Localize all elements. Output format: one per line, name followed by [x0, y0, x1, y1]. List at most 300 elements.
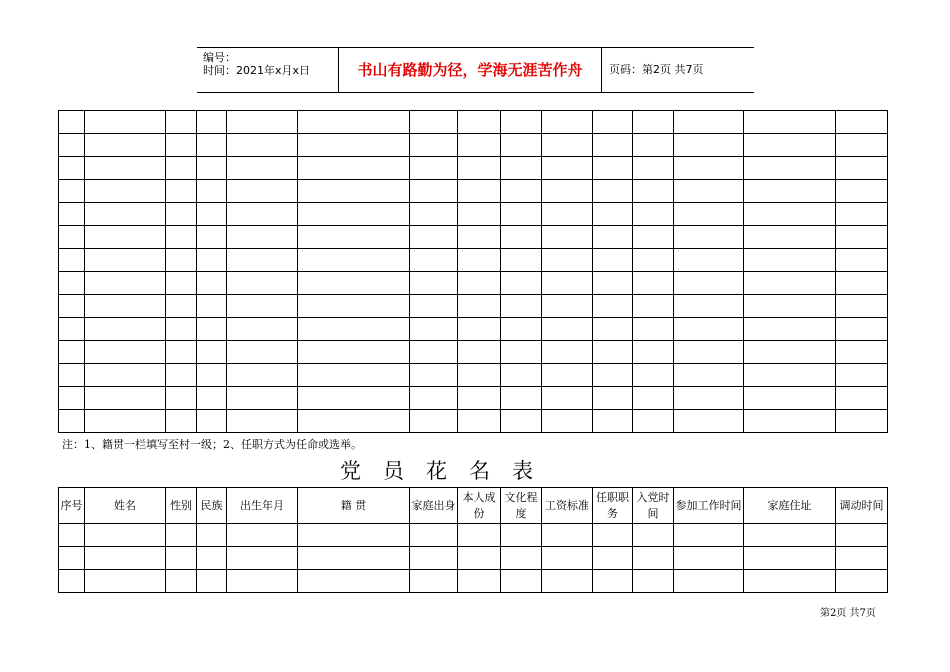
table-cell[interactable] [410, 295, 458, 318]
table-cell[interactable] [501, 180, 542, 203]
table-cell[interactable] [197, 341, 227, 364]
table-cell[interactable] [593, 203, 633, 226]
table-cell[interactable] [166, 272, 197, 295]
table-row [59, 272, 888, 295]
page-footer: 第2页 共7页 [820, 608, 876, 619]
table-cell[interactable] [410, 410, 458, 433]
table-cell[interactable] [227, 180, 298, 203]
table-cell[interactable] [85, 524, 166, 547]
table-cell[interactable] [197, 226, 227, 249]
table-cell[interactable] [593, 524, 633, 547]
table-cell[interactable] [633, 272, 674, 295]
table-cell[interactable] [744, 226, 836, 249]
table-cell[interactable] [458, 134, 501, 157]
table-cell[interactable] [542, 524, 593, 547]
continuation-table [58, 110, 888, 433]
table-cell[interactable] [674, 364, 744, 387]
table-cell[interactable] [542, 134, 593, 157]
table-cell[interactable] [674, 570, 744, 593]
table-cell[interactable] [501, 134, 542, 157]
roster-table [58, 487, 888, 593]
table-cell[interactable] [836, 318, 888, 341]
table-cell[interactable] [227, 134, 298, 157]
page-code: 页码：第2页 共7页 [609, 63, 704, 76]
table-cell[interactable] [633, 134, 674, 157]
table-cell[interactable] [298, 134, 410, 157]
table-cell[interactable] [298, 547, 410, 570]
table-cell[interactable] [674, 134, 744, 157]
table-row [59, 387, 888, 410]
table-cell[interactable] [298, 272, 410, 295]
table-cell[interactable] [633, 387, 674, 410]
table-cell[interactable] [593, 111, 633, 134]
table-cell[interactable] [298, 524, 410, 547]
table-row [59, 547, 888, 570]
table-cell[interactable] [59, 180, 85, 203]
table-cell[interactable] [836, 341, 888, 364]
table-cell[interactable] [298, 364, 410, 387]
table-row [59, 318, 888, 341]
table-cell[interactable] [59, 157, 85, 180]
table-row [59, 295, 888, 318]
table-row [59, 111, 888, 134]
table-cell[interactable] [59, 203, 85, 226]
table-cell[interactable] [298, 318, 410, 341]
table-cell[interactable] [744, 547, 836, 570]
table-cell[interactable] [674, 295, 744, 318]
table-cell[interactable] [501, 364, 542, 387]
table-cell[interactable] [410, 157, 458, 180]
table-cell[interactable] [836, 203, 888, 226]
col-header: 民族 [197, 488, 227, 524]
table-cell[interactable] [836, 272, 888, 295]
table-cell[interactable] [85, 226, 166, 249]
table-cell[interactable] [674, 547, 744, 570]
table-cell[interactable] [298, 387, 410, 410]
table-note: 注：1、籍贯一栏填写至村一级；2、任职方式为任命或选举。 [62, 438, 362, 451]
table-cell[interactable] [593, 295, 633, 318]
table-cell[interactable] [410, 387, 458, 410]
table-cell[interactable] [744, 295, 836, 318]
table-cell[interactable] [458, 410, 501, 433]
table-cell[interactable] [744, 111, 836, 134]
time-label: 时间：2021年x月x日 [203, 64, 311, 77]
table-cell[interactable] [633, 226, 674, 249]
table-cell[interactable] [298, 410, 410, 433]
table-cell[interactable] [542, 180, 593, 203]
table-cell[interactable] [227, 387, 298, 410]
table-cell[interactable] [197, 111, 227, 134]
table-cell[interactable] [836, 524, 888, 547]
table-cell[interactable] [227, 249, 298, 272]
table-cell[interactable] [166, 226, 197, 249]
table-cell[interactable] [59, 111, 85, 134]
table-cell[interactable] [458, 111, 501, 134]
table-cell[interactable] [458, 203, 501, 226]
table-cell[interactable] [227, 295, 298, 318]
table-cell[interactable] [227, 364, 298, 387]
table-cell[interactable] [836, 570, 888, 593]
table-cell[interactable] [501, 341, 542, 364]
table-cell[interactable] [59, 341, 85, 364]
table-cell[interactable] [458, 226, 501, 249]
table-cell[interactable] [501, 410, 542, 433]
header-meta [197, 48, 337, 92]
table-cell[interactable] [542, 341, 593, 364]
table-cell[interactable] [633, 318, 674, 341]
table-cell[interactable] [633, 157, 674, 180]
col-header: 出生年月 [227, 488, 298, 524]
col-header: 序号 [59, 488, 85, 524]
serial-label: 编号： [203, 51, 236, 64]
table-cell[interactable] [593, 249, 633, 272]
table-cell[interactable] [542, 157, 593, 180]
table-cell[interactable] [227, 547, 298, 570]
table-cell[interactable] [85, 249, 166, 272]
table-cell[interactable] [501, 203, 542, 226]
table-cell[interactable] [85, 410, 166, 433]
table-cell[interactable] [744, 249, 836, 272]
table-cell[interactable] [410, 524, 458, 547]
table-cell[interactable] [59, 226, 85, 249]
table-cell[interactable] [197, 203, 227, 226]
table-cell[interactable] [166, 157, 197, 180]
table-row [59, 134, 888, 157]
table-cell[interactable] [166, 341, 197, 364]
table-cell[interactable] [501, 226, 542, 249]
table-cell[interactable] [410, 134, 458, 157]
table-cell[interactable] [85, 387, 166, 410]
table-cell[interactable] [410, 203, 458, 226]
table-cell[interactable] [298, 295, 410, 318]
table-cell[interactable] [458, 157, 501, 180]
table-cell[interactable] [501, 272, 542, 295]
table-cell[interactable] [744, 203, 836, 226]
table-cell[interactable] [59, 387, 85, 410]
table-cell[interactable] [197, 387, 227, 410]
table-cell[interactable] [836, 249, 888, 272]
col-header: 工资标准 [542, 488, 593, 524]
table-cell[interactable] [410, 180, 458, 203]
table-cell[interactable] [458, 318, 501, 341]
table-cell[interactable] [59, 570, 85, 593]
table-cell[interactable] [744, 524, 836, 547]
table-cell[interactable] [85, 547, 166, 570]
table-cell[interactable] [197, 272, 227, 295]
table-cell[interactable] [166, 111, 197, 134]
table-cell[interactable] [542, 570, 593, 593]
table-cell[interactable] [501, 547, 542, 570]
header-motto: 书山有路勤为径，学海无涯苦作舟 [357, 61, 583, 79]
col-header: 参加工作时间 [674, 488, 744, 524]
table-cell[interactable] [166, 249, 197, 272]
header-divider [601, 48, 602, 92]
table-cell[interactable] [674, 226, 744, 249]
col-header: 本人成份 [458, 488, 501, 524]
table-cell[interactable] [836, 180, 888, 203]
table-cell[interactable] [593, 547, 633, 570]
table-cell[interactable] [227, 410, 298, 433]
table-cell[interactable] [197, 570, 227, 593]
table-cell[interactable] [298, 249, 410, 272]
table-cell[interactable] [633, 249, 674, 272]
table-cell[interactable] [501, 524, 542, 547]
table-cell[interactable] [85, 111, 166, 134]
table-cell[interactable] [633, 570, 674, 593]
table-cell[interactable] [59, 547, 85, 570]
table-cell[interactable] [593, 318, 633, 341]
table-cell[interactable] [166, 410, 197, 433]
table-cell[interactable] [593, 134, 633, 157]
table-cell[interactable] [674, 410, 744, 433]
table-cell[interactable] [836, 111, 888, 134]
table-cell[interactable] [227, 157, 298, 180]
table-cell[interactable] [593, 272, 633, 295]
table-cell[interactable] [593, 226, 633, 249]
table-cell[interactable] [227, 524, 298, 547]
table-cell[interactable] [836, 547, 888, 570]
table-cell[interactable] [836, 157, 888, 180]
table-cell[interactable] [166, 295, 197, 318]
table-cell[interactable] [166, 547, 197, 570]
col-header: 家庭出身 [410, 488, 458, 524]
table-cell[interactable] [744, 570, 836, 593]
col-header: 性别 [166, 488, 197, 524]
table-cell[interactable] [85, 157, 166, 180]
table-cell[interactable] [298, 226, 410, 249]
table-row [59, 203, 888, 226]
table-cell[interactable] [59, 134, 85, 157]
table-cell[interactable] [501, 111, 542, 134]
table-cell[interactable] [593, 387, 633, 410]
table-cell[interactable] [458, 180, 501, 203]
table-cell[interactable] [674, 341, 744, 364]
table-cell[interactable] [744, 341, 836, 364]
col-header: 籍 贯 [298, 488, 410, 524]
col-header: 文化程度 [501, 488, 542, 524]
table-cell[interactable] [674, 272, 744, 295]
table-cell[interactable] [593, 180, 633, 203]
table-cell[interactable] [633, 547, 674, 570]
table-header-row [59, 488, 888, 524]
table-cell[interactable] [633, 410, 674, 433]
table-cell[interactable] [593, 364, 633, 387]
table-row [59, 410, 888, 433]
table-cell[interactable] [744, 387, 836, 410]
table-cell[interactable] [501, 157, 542, 180]
table-cell[interactable] [674, 157, 744, 180]
page-header [197, 47, 754, 93]
table-cell[interactable] [501, 318, 542, 341]
table-cell[interactable] [836, 226, 888, 249]
table-cell[interactable] [836, 364, 888, 387]
col-header: 姓名 [85, 488, 166, 524]
table-cell[interactable] [197, 410, 227, 433]
table-cell[interactable] [674, 387, 744, 410]
table-cell[interactable] [197, 364, 227, 387]
table-cell[interactable] [744, 157, 836, 180]
table-cell[interactable] [410, 111, 458, 134]
table-cell[interactable] [410, 318, 458, 341]
table-row [59, 524, 888, 547]
table-cell[interactable] [59, 364, 85, 387]
table-cell[interactable] [542, 410, 593, 433]
table-cell[interactable] [166, 318, 197, 341]
table-cell[interactable] [59, 249, 85, 272]
table-cell[interactable] [85, 295, 166, 318]
table-cell[interactable] [197, 249, 227, 272]
table-cell[interactable] [166, 134, 197, 157]
table-cell[interactable] [744, 318, 836, 341]
table-cell[interactable] [542, 111, 593, 134]
table-row [59, 180, 888, 203]
table-cell[interactable] [674, 111, 744, 134]
table-cell[interactable] [197, 157, 227, 180]
table-cell[interactable] [166, 524, 197, 547]
table-cell[interactable] [542, 226, 593, 249]
table-cell[interactable] [59, 410, 85, 433]
table-row [59, 249, 888, 272]
table-cell[interactable] [197, 547, 227, 570]
table-cell[interactable] [633, 203, 674, 226]
table-cell[interactable] [410, 249, 458, 272]
table-cell[interactable] [85, 272, 166, 295]
table-cell[interactable] [674, 318, 744, 341]
table-cell[interactable] [674, 203, 744, 226]
table-cell[interactable] [593, 410, 633, 433]
table-cell[interactable] [836, 134, 888, 157]
table-cell[interactable] [197, 180, 227, 203]
table-cell[interactable] [633, 111, 674, 134]
table-cell[interactable] [633, 180, 674, 203]
table-cell[interactable] [633, 524, 674, 547]
table-cell[interactable] [593, 341, 633, 364]
table-cell[interactable] [542, 203, 593, 226]
table-cell[interactable] [458, 341, 501, 364]
table-cell[interactable] [197, 318, 227, 341]
table-cell[interactable] [458, 272, 501, 295]
table-cell[interactable] [410, 226, 458, 249]
table-cell[interactable] [166, 387, 197, 410]
table-cell[interactable] [410, 364, 458, 387]
table-cell[interactable] [674, 524, 744, 547]
table-cell[interactable] [410, 547, 458, 570]
table-cell[interactable] [501, 570, 542, 593]
table-cell[interactable] [59, 318, 85, 341]
table-cell[interactable] [410, 341, 458, 364]
table-cell[interactable] [542, 364, 593, 387]
table-cell[interactable] [166, 203, 197, 226]
table-row [59, 341, 888, 364]
table-cell[interactable] [227, 111, 298, 134]
table-cell[interactable] [542, 547, 593, 570]
table-cell[interactable] [744, 272, 836, 295]
table-cell[interactable] [674, 249, 744, 272]
table-cell[interactable] [59, 295, 85, 318]
table-cell[interactable] [458, 249, 501, 272]
col-header: 调动时间 [836, 488, 888, 524]
table-cell[interactable] [59, 272, 85, 295]
table-cell[interactable] [298, 180, 410, 203]
table-cell[interactable] [85, 364, 166, 387]
table-cell[interactable] [836, 387, 888, 410]
table-cell[interactable] [836, 410, 888, 433]
table-cell[interactable] [744, 364, 836, 387]
table-cell[interactable] [85, 134, 166, 157]
table-cell[interactable] [85, 570, 166, 593]
table-cell[interactable] [298, 341, 410, 364]
table-cell[interactable] [593, 157, 633, 180]
table-cell[interactable] [542, 249, 593, 272]
table-cell[interactable] [501, 387, 542, 410]
table-cell[interactable] [197, 295, 227, 318]
table-cell[interactable] [458, 364, 501, 387]
table-cell[interactable] [744, 134, 836, 157]
table-cell[interactable] [227, 570, 298, 593]
table-cell[interactable] [166, 180, 197, 203]
table-cell[interactable] [227, 226, 298, 249]
table-cell[interactable] [166, 364, 197, 387]
table-cell[interactable] [166, 570, 197, 593]
table-cell[interactable] [633, 341, 674, 364]
table-cell[interactable] [85, 180, 166, 203]
table-cell[interactable] [458, 570, 501, 593]
table-cell[interactable] [458, 524, 501, 547]
table-cell[interactable] [197, 134, 227, 157]
table-cell[interactable] [501, 249, 542, 272]
table-cell[interactable] [593, 570, 633, 593]
table-cell[interactable] [85, 341, 166, 364]
table-row [59, 364, 888, 387]
page-title: 党员花名表 [340, 459, 555, 483]
table-cell[interactable] [458, 387, 501, 410]
table-cell[interactable] [542, 295, 593, 318]
table-cell[interactable] [633, 295, 674, 318]
table-cell[interactable] [227, 203, 298, 226]
table-cell[interactable] [298, 157, 410, 180]
table-cell[interactable] [674, 180, 744, 203]
table-cell[interactable] [85, 318, 166, 341]
table-cell[interactable] [227, 272, 298, 295]
table-cell[interactable] [298, 203, 410, 226]
table-cell[interactable] [633, 364, 674, 387]
table-cell[interactable] [744, 410, 836, 433]
table-cell[interactable] [501, 295, 542, 318]
table-cell[interactable] [227, 318, 298, 341]
table-cell[interactable] [298, 111, 410, 134]
table-cell[interactable] [410, 272, 458, 295]
table-cell[interactable] [458, 295, 501, 318]
table-cell[interactable] [410, 570, 458, 593]
table-cell[interactable] [836, 295, 888, 318]
table-cell[interactable] [542, 318, 593, 341]
table-cell[interactable] [458, 547, 501, 570]
col-header: 入党时间 [633, 488, 674, 524]
table-cell[interactable] [59, 524, 85, 547]
col-header: 任职职务 [593, 488, 633, 524]
table-cell[interactable] [542, 387, 593, 410]
table-cell[interactable] [542, 272, 593, 295]
table-cell[interactable] [197, 524, 227, 547]
table-row [59, 570, 888, 593]
table-row [59, 157, 888, 180]
table-row [59, 226, 888, 249]
col-header: 家庭住址 [744, 488, 836, 524]
table-cell[interactable] [85, 203, 166, 226]
table-cell[interactable] [227, 341, 298, 364]
table-cell[interactable] [298, 570, 410, 593]
table-cell[interactable] [744, 180, 836, 203]
